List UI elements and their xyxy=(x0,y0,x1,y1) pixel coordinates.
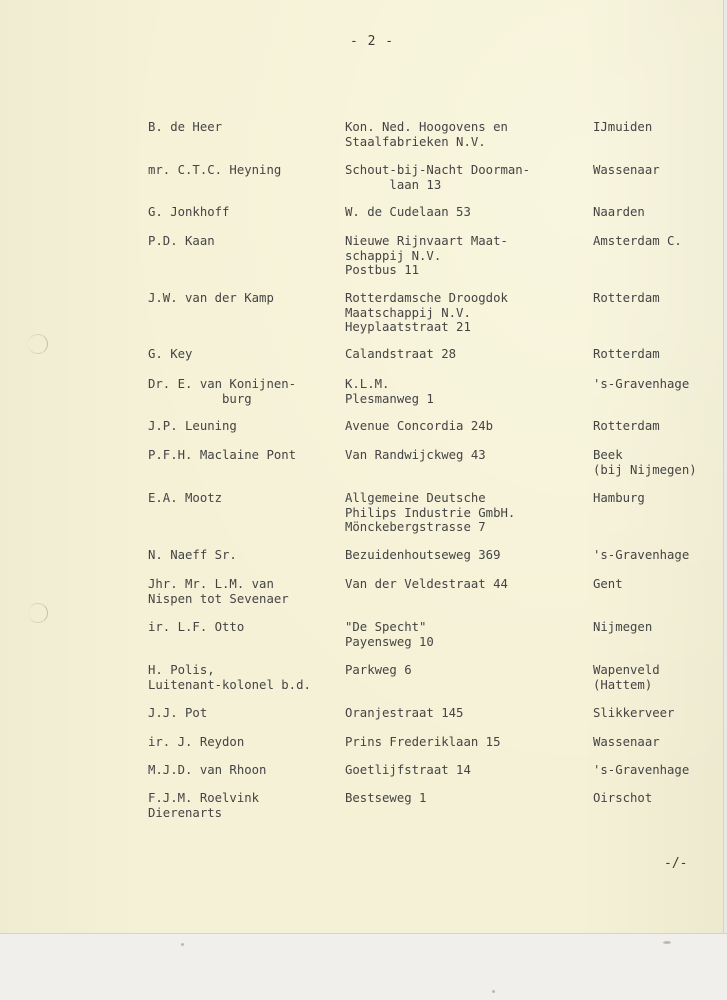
entry-address-line: Calandstraat 28 xyxy=(345,347,457,361)
entry-city-line: Rotterdam xyxy=(593,347,660,361)
entry-name-line: F.J.M. Roelvink xyxy=(148,791,260,805)
entry-name xyxy=(148,291,274,306)
entry-name-line: N. Naeff Sr. xyxy=(148,548,237,562)
entry-name xyxy=(148,120,222,135)
entry-city-line: IJmuiden xyxy=(593,120,653,134)
entry-address xyxy=(345,448,486,463)
entry-address xyxy=(345,548,500,563)
scan-speck xyxy=(663,941,671,944)
entry-name xyxy=(148,377,296,406)
entry-name xyxy=(148,663,311,692)
entry-address-line: Van der Veldestraat 44 xyxy=(345,577,508,591)
entry-city-line: Amsterdam C. xyxy=(593,234,682,248)
entry-name-line: P.F.H. Maclaine Pont xyxy=(148,448,297,462)
entry-city-line: Hamburg xyxy=(593,491,645,505)
entry-address xyxy=(345,291,508,335)
entry-address-line: Van Randwijckweg 43 xyxy=(345,448,486,462)
entry-name-line: Jhr. Mr. L.M. van xyxy=(148,577,274,591)
entry-address-line: Mönckebergstrasse 7 xyxy=(345,520,486,534)
entry-address xyxy=(345,577,508,592)
entry-name xyxy=(148,234,215,249)
entry-name-line: burg xyxy=(148,391,252,406)
entry-address xyxy=(345,663,412,678)
entry-address xyxy=(345,706,463,721)
entry-name-line: B. de Heer xyxy=(148,120,223,134)
entry-name-line: mr. C.T.C. Heyning xyxy=(148,163,282,177)
entry-address-line: Plesmanweg 1 xyxy=(345,391,434,406)
entry-city xyxy=(593,234,682,249)
entry-address-line: K.L.M. xyxy=(345,377,390,391)
entry-city xyxy=(593,763,689,778)
entry-city-line: (bij Nijmegen) xyxy=(593,462,697,477)
entry-city-line: Slikkerveer xyxy=(593,706,675,720)
entry-name-line: H. Polis, xyxy=(148,663,215,677)
entry-address-line: schappij N.V. xyxy=(345,248,442,263)
entry-address-line: Schout-bij-Nacht Doorman- xyxy=(345,163,531,177)
scan-speck xyxy=(181,943,184,946)
entry-address-line: Nieuwe Rijnvaart Maat- xyxy=(345,234,508,248)
entry-name xyxy=(148,763,266,778)
entry-address xyxy=(345,377,434,406)
entry-city xyxy=(593,735,660,750)
entry-city xyxy=(593,448,697,477)
entry-city xyxy=(593,205,645,220)
entry-city xyxy=(593,120,652,135)
entry-address-line: Postbus 11 xyxy=(345,263,420,277)
entry-name xyxy=(148,791,259,820)
entry-city xyxy=(593,291,660,306)
entry-city xyxy=(593,377,689,392)
entry-address-line: Kon. Ned. Hoogovens en xyxy=(345,120,508,134)
entry-address xyxy=(345,234,508,278)
entry-name-line: Dierenarts xyxy=(148,805,223,820)
entry-address xyxy=(345,205,471,220)
entry-city-line: (Hattem) xyxy=(593,677,653,692)
entry-name xyxy=(148,577,289,606)
entry-address xyxy=(345,347,456,362)
entry-city xyxy=(593,791,652,806)
entry-city xyxy=(593,620,652,635)
entry-name xyxy=(148,491,222,506)
entry-address-line: Avenue Concordia 24b xyxy=(345,419,494,433)
entry-name-line: J.J. Pot xyxy=(148,706,208,720)
entry-city-line: Naarden xyxy=(593,205,645,219)
entry-city xyxy=(593,163,660,178)
entry-name-line: P.D. Kaan xyxy=(148,234,215,248)
entry-address-line: Philips Industrie GmbH. xyxy=(345,505,516,520)
entry-address-line: Rotterdamsche Droogdok xyxy=(345,291,508,305)
entry-name xyxy=(148,419,237,434)
entry-name-line: Dr. E. van Konijnen- xyxy=(148,377,297,391)
entry-city xyxy=(593,577,623,592)
entry-city-line: Rotterdam xyxy=(593,419,660,433)
entry-city xyxy=(593,548,689,563)
entry-city-line: Oirschot xyxy=(593,791,653,805)
entry-address-line: Oranjestraat 145 xyxy=(345,706,464,720)
entry-name xyxy=(148,548,237,563)
entry-city xyxy=(593,419,660,434)
entry-name-line: G. Jonkhoff xyxy=(148,205,230,219)
entry-address-line: Parkweg 6 xyxy=(345,663,412,677)
entry-address-line: Payensweg 10 xyxy=(345,634,434,649)
entry-city-line: 's-Gravenhage xyxy=(593,377,690,391)
entry-name-line: J.P. Leuning xyxy=(148,419,237,433)
entry-address-line: Maatschappij N.V. xyxy=(345,305,471,320)
entry-city-line: Rotterdam xyxy=(593,291,660,305)
entry-address xyxy=(345,163,530,192)
entry-address-line: W. de Cudelaan 53 xyxy=(345,205,471,219)
entry-name xyxy=(148,706,207,721)
entry-name xyxy=(148,205,229,220)
entry-address xyxy=(345,763,471,778)
entry-name-line: Nispen tot Sevenaer xyxy=(148,591,289,606)
scan-speck xyxy=(492,990,495,993)
entry-address-line: Prins Frederiklaan 15 xyxy=(345,735,501,749)
entry-city-line: Beek xyxy=(593,448,623,462)
entry-address xyxy=(345,491,515,535)
entry-city xyxy=(593,491,645,506)
page-number: - 2 - xyxy=(350,34,395,49)
entry-city xyxy=(593,347,660,362)
entry-address-line: Bezuidenhoutseweg 369 xyxy=(345,548,501,562)
entry-name xyxy=(148,620,244,635)
entry-city-line: Nijmegen xyxy=(593,620,653,634)
entry-name-line: M.J.D. van Rhoon xyxy=(148,763,267,777)
entry-name-line: J.W. van der Kamp xyxy=(148,291,274,305)
entry-name-line: ir. L.F. Otto xyxy=(148,620,245,634)
entry-name xyxy=(148,347,192,362)
entry-address xyxy=(345,791,426,806)
entry-address-line: laan 13 xyxy=(345,177,442,192)
entry-name-line: G. Key xyxy=(148,347,193,361)
entry-address-line: Goetlijfstraat 14 xyxy=(345,763,471,777)
entry-name xyxy=(148,448,296,463)
entry-city-line: 's-Gravenhage xyxy=(593,763,690,777)
entry-address-line: Heyplaatstraat 21 xyxy=(345,320,471,334)
entry-address xyxy=(345,419,493,434)
entry-address-line: "De Specht" xyxy=(345,620,427,634)
entry-address xyxy=(345,735,500,750)
continuation-mark: -/- xyxy=(664,856,688,871)
entry-name-line: E.A. Mootz xyxy=(148,491,223,505)
entry-name-line: Luitenant-kolonel b.d. xyxy=(148,677,311,692)
entry-city xyxy=(593,663,660,692)
entry-address xyxy=(345,120,508,149)
entry-name xyxy=(148,163,281,178)
entry-city-line: Wapenveld xyxy=(593,663,660,677)
entry-city-line: Gent xyxy=(593,577,623,591)
entry-address-line: Staalfabrieken N.V. xyxy=(345,134,486,149)
entry-name xyxy=(148,735,244,750)
scan-background xyxy=(0,933,727,1000)
entry-city-line: Wassenaar xyxy=(593,735,660,749)
entry-city-line: Wassenaar xyxy=(593,163,660,177)
entry-address xyxy=(345,620,434,649)
entry-city-line: 's-Gravenhage xyxy=(593,548,690,562)
entry-city xyxy=(593,706,674,721)
entry-address-line: Bestseweg 1 xyxy=(345,791,427,805)
entry-name-line: ir. J. Reydon xyxy=(148,735,245,749)
entry-address-line: Allgemeine Deutsche xyxy=(345,491,486,505)
